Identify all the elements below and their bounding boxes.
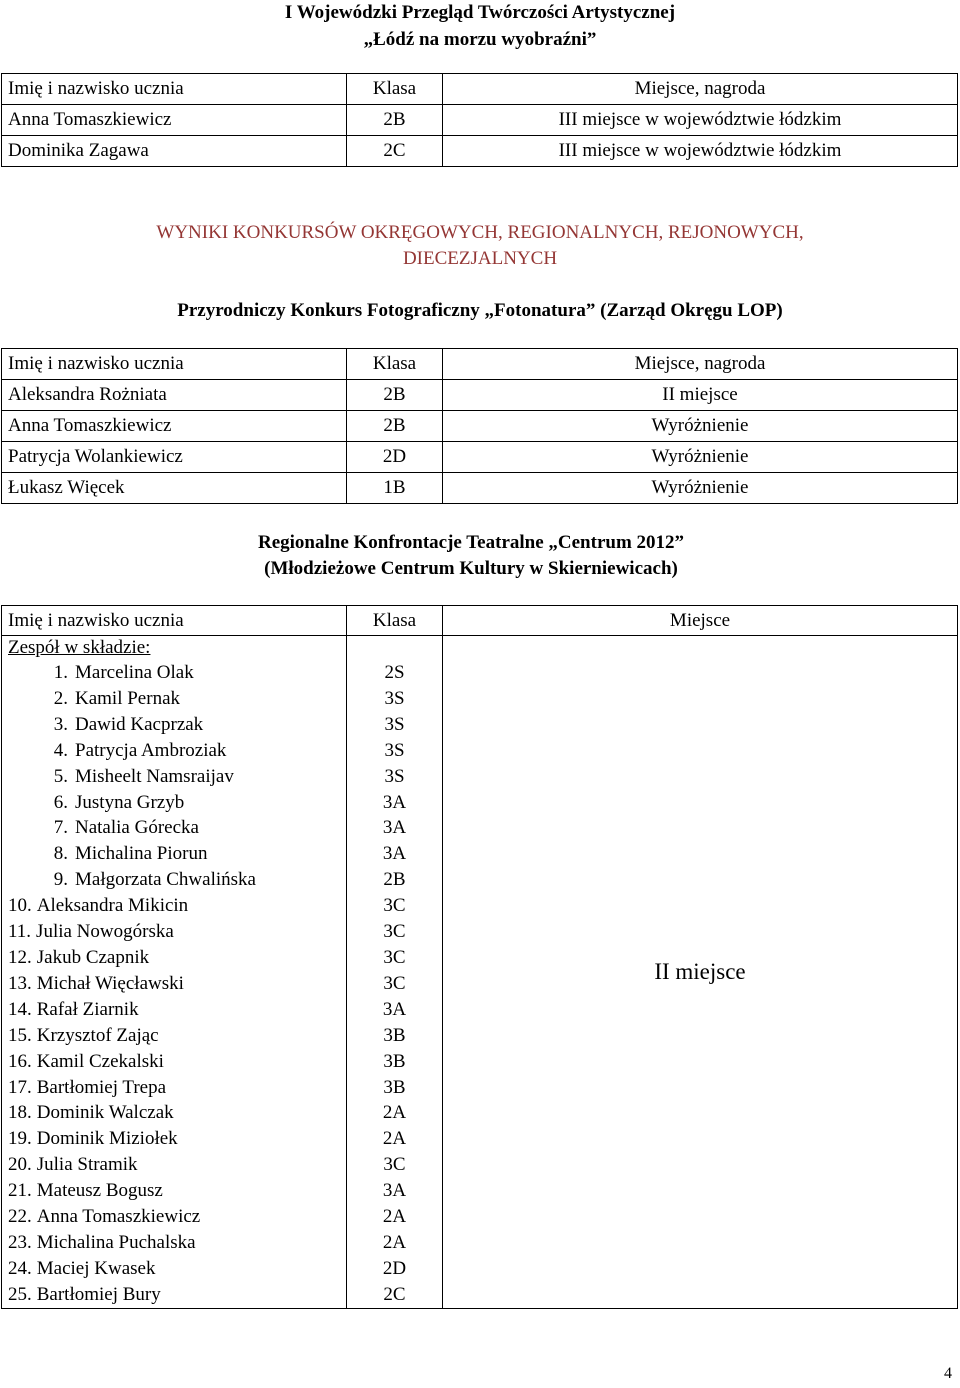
student-place: Wyróżnienie — [443, 411, 958, 442]
section3-table — [1, 605, 958, 1309]
member-number: 8. — [53, 843, 68, 865]
member-name: Kamil Pernak — [75, 687, 181, 709]
student-name: Dominika Zagawa — [2, 136, 347, 167]
member-class: 3A — [382, 817, 407, 839]
member-class: 3B — [383, 1076, 406, 1098]
list-item — [8, 1204, 340, 1230]
header-name: Imię i nazwisko ucznia — [2, 349, 347, 380]
header-class: Klasa — [347, 606, 443, 636]
member-name: Maciej Kwasek — [36, 1257, 156, 1279]
student-name: Anna Tomaszkiewicz — [2, 105, 347, 136]
member-name: Rafał Ziarnik — [36, 998, 139, 1020]
member-name: Bartłomiej Trepa — [36, 1076, 167, 1098]
team-row — [2, 636, 958, 1309]
member-number: 21. — [8, 1180, 32, 1202]
table-header-row — [2, 349, 958, 380]
member-name: Jakub Czapnik — [36, 946, 150, 968]
member-class: 3S — [384, 687, 405, 709]
member-number: 18. — [8, 1102, 32, 1124]
member-name: Aleksandra Mikicin — [36, 895, 189, 917]
list-item — [8, 919, 340, 945]
student-place: Wyróżnienie — [443, 442, 958, 473]
member-number: 10. — [8, 895, 32, 917]
list-item — [8, 1100, 340, 1126]
student-place: Wyróżnienie — [443, 473, 958, 504]
member-number: 7. — [53, 817, 68, 839]
member-number: 25. — [8, 1283, 32, 1305]
member-number: 23. — [8, 1231, 32, 1253]
list-item — [8, 1230, 340, 1256]
member-class: 3S — [384, 765, 405, 787]
member-class: 2A — [382, 1102, 407, 1124]
table-row — [2, 473, 958, 504]
section1-title: I Wojewódzki Przegląd Twórczości Artystycznej — [284, 2, 676, 23]
member-number: 19. — [8, 1128, 32, 1150]
member-name: Michalina Piorun — [75, 843, 208, 865]
student-class: 2B — [347, 105, 443, 136]
list-item — [8, 1152, 340, 1178]
member-name: Dawid Kacprzak — [75, 713, 204, 735]
member-number: 2. — [53, 687, 68, 709]
list-item — [8, 1049, 340, 1075]
member-name: Kamil Czekalski — [36, 1050, 164, 1072]
student-place: II miejsce — [443, 380, 958, 411]
member-number: 11. — [8, 921, 32, 943]
member-name: Julia Stramik — [36, 1154, 138, 1176]
member-class: 3C — [383, 946, 406, 968]
list-item — [8, 1023, 340, 1049]
table-row — [2, 442, 958, 473]
member-class: 2S — [384, 662, 405, 683]
member-number: 16. — [8, 1050, 32, 1072]
list-item — [8, 945, 340, 971]
member-class: 3C — [383, 895, 406, 917]
table-row — [2, 136, 958, 167]
section3-title-line1: Regionalne Konfrontacje Teatralne „Centrum 2012” — [257, 532, 685, 553]
list-item — [8, 971, 340, 997]
member-number: 24. — [8, 1257, 32, 1279]
list-item — [8, 790, 340, 816]
member-class: 3C — [383, 972, 406, 994]
header-class: Klasa — [347, 74, 443, 105]
section1-subtitle: „Łódź na morzu wyobraźni” — [363, 29, 597, 50]
team-label: Zespół w składzie: — [8, 637, 151, 658]
team-classes-cell — [347, 636, 443, 1309]
member-name: Misheelt Namsraijav — [75, 765, 234, 787]
member-number: 13. — [8, 972, 32, 994]
member-class: 2D — [382, 1257, 407, 1279]
member-number: 20. — [8, 1154, 32, 1176]
table-row — [2, 105, 958, 136]
member-class: 2A — [382, 1206, 407, 1228]
member-name-list — [8, 660, 340, 1308]
member-name: Anna Tomaszkiewicz — [36, 1206, 201, 1228]
member-number: 5. — [53, 765, 68, 787]
list-item — [8, 1256, 340, 1282]
member-number: 22. — [8, 1206, 32, 1228]
member-name: Bartłomiej Bury — [36, 1283, 161, 1305]
header-place: Miejsce, nagroda — [443, 349, 958, 380]
header-place: Miejsce — [443, 606, 958, 636]
list-item — [8, 738, 340, 764]
team-members-cell — [2, 636, 347, 1309]
member-number: 6. — [53, 791, 68, 813]
section2-title: Przyrodniczy Konkurs Fotograficzny „Fotonatura” (Zarząd Okręgu LOP) — [177, 300, 783, 321]
member-number: 17. — [8, 1076, 32, 1098]
member-number: 4. — [53, 739, 68, 761]
list-item — [8, 1282, 340, 1308]
member-class: 3B — [383, 1050, 406, 1072]
student-place: III miejsce w województwie łódzkim — [443, 105, 958, 136]
member-number: 14. — [8, 998, 32, 1020]
student-name: Patrycja Wolankiewicz — [2, 442, 347, 473]
section2-table — [1, 348, 958, 504]
table-header-row — [2, 74, 958, 105]
student-name: Łukasz Więcek — [2, 473, 347, 504]
student-class: 2C — [347, 136, 443, 167]
member-class: 3B — [383, 1024, 406, 1046]
list-item — [8, 815, 340, 841]
student-name: Anna Tomaszkiewicz — [2, 411, 347, 442]
member-number: 1. — [53, 662, 68, 683]
member-name: Julia Nowogórska — [36, 921, 174, 943]
member-class: 3C — [383, 1154, 406, 1176]
list-item — [8, 1075, 340, 1101]
member-name: Mateusz Bogusz — [36, 1180, 163, 1202]
results-heading-line2: DIECEZJALNYCH — [402, 248, 558, 269]
header-place: Miejsce, nagroda — [443, 74, 958, 105]
member-class-list — [353, 660, 436, 1308]
member-number: 12. — [8, 946, 32, 968]
table-header-row — [2, 606, 958, 636]
list-item — [8, 686, 340, 712]
member-name: Natalia Górecka — [75, 817, 199, 839]
member-name: Małgorzata Chwalińska — [75, 869, 256, 891]
section1-table — [1, 73, 958, 167]
member-class: 2A — [382, 1231, 407, 1253]
list-item — [8, 660, 340, 686]
student-class: 2D — [347, 442, 443, 473]
student-class: 1B — [347, 473, 443, 504]
member-class: 2B — [383, 869, 406, 891]
list-item — [8, 1178, 340, 1204]
student-class: 2B — [347, 380, 443, 411]
header-name: Imię i nazwisko ucznia — [2, 74, 347, 105]
member-class: 3A — [382, 998, 407, 1020]
table-row — [2, 411, 958, 442]
member-class: 2C — [383, 1283, 406, 1305]
student-class: 2B — [347, 411, 443, 442]
list-item — [8, 867, 340, 893]
page-number: 4 — [944, 1365, 952, 1382]
member-name: Michalina Puchalska — [36, 1231, 196, 1253]
member-number: 9. — [53, 869, 68, 891]
member-name: Patrycja Ambroziak — [75, 739, 227, 761]
member-number: 15. — [8, 1024, 32, 1046]
student-place: III miejsce w województwie łódzkim — [443, 136, 958, 167]
student-name: Aleksandra Rożniata — [2, 380, 347, 411]
header-class: Klasa — [347, 349, 443, 380]
member-class: 3C — [383, 921, 406, 943]
member-name: Marcelina Olak — [75, 662, 194, 683]
member-name: Krzysztof Zając — [36, 1024, 159, 1046]
member-class: 2A — [382, 1128, 407, 1150]
member-number: 3. — [53, 713, 68, 735]
member-class: 3S — [384, 713, 405, 735]
list-item — [8, 712, 340, 738]
list-item — [8, 841, 340, 867]
member-name: Dominik Miziołek — [36, 1128, 178, 1150]
member-name: Justyna Grzyb — [75, 791, 185, 813]
list-item — [8, 997, 340, 1023]
results-heading-line1: WYNIKI KONKURSÓW OKRĘGOWYCH, REGIONALNYCH, REJONOWYCH, — [156, 222, 804, 243]
list-item — [8, 893, 340, 919]
member-class: 3S — [384, 739, 405, 761]
list-item — [8, 1126, 340, 1152]
member-class: 3A — [382, 843, 407, 865]
section3-title-line2: (Młodzieżowe Centrum Kultury w Skierniewicach) — [264, 558, 678, 579]
table-row — [2, 380, 958, 411]
member-name: Dominik Walczak — [36, 1102, 174, 1124]
member-name: Michał Więcławski — [36, 972, 184, 994]
list-item — [8, 764, 340, 790]
member-class: 3A — [382, 1180, 407, 1202]
member-class: 3A — [382, 791, 407, 813]
team-place: II miejsce — [443, 636, 958, 1309]
header-name: Imię i nazwisko ucznia — [2, 606, 347, 636]
